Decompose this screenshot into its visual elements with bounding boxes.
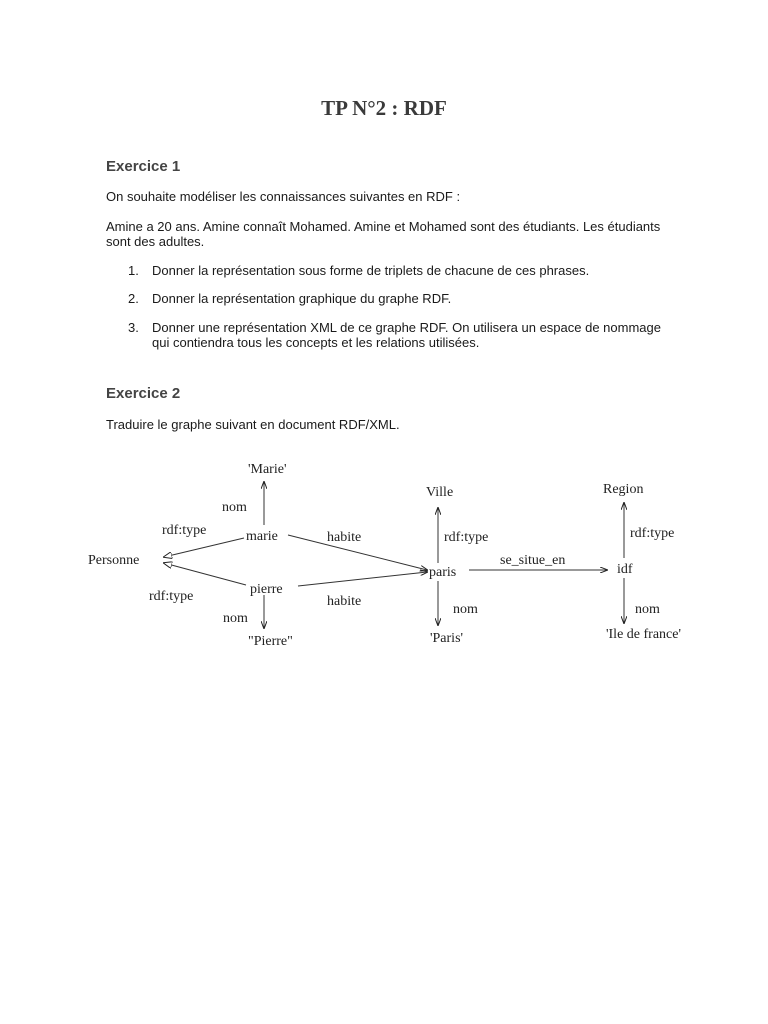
edge-label-nom: nom	[223, 611, 248, 626]
item-number: 3.	[128, 320, 139, 335]
rdf-graph-diagram	[0, 445, 768, 655]
node-pierre-literal: "Pierre"	[248, 634, 293, 649]
edge-label-rdf-type: rdf:type	[444, 530, 489, 545]
exercise-1-statement: Amine a 20 ans. Amine connaît Mohamed. Amine et Mohamed sont des étudiants. Les étudiants sont des adultes.	[106, 219, 661, 249]
edge-label-habite: habite	[327, 530, 362, 545]
edge-label-rdf-type: rdf:type	[630, 526, 675, 541]
item-text: Donner une représentation XML de ce graphe RDF. On utilisera un espace de nommage qui contiendra tous les concepts et les relations utilisées.	[152, 320, 661, 350]
edge-pierre-habite	[298, 572, 427, 586]
edge-label-habite: habite	[327, 594, 362, 609]
edge-marie-type	[164, 538, 244, 557]
node-personne: Personne	[88, 553, 140, 568]
node-paris-literal: 'Paris'	[430, 631, 464, 646]
node-idf: idf	[617, 562, 633, 577]
exercise-2-heading: Exercice 2	[106, 385, 181, 402]
item-number: 2.	[128, 291, 139, 306]
edge-label-rdf-type: rdf:type	[162, 523, 207, 538]
node-idf-literal: 'Ile de france'	[606, 627, 681, 642]
exercise-1-item	[128, 320, 668, 350]
edge-label-nom: nom	[453, 602, 478, 617]
edge-label-se-situe-en: se_situe_en	[500, 553, 566, 568]
exercise-2-intro: Traduire le graphe suivant en document RDF/XML.	[106, 417, 400, 432]
edge-pierre-type	[164, 563, 246, 585]
exercise-1-intro: On souhaite modéliser les connaissances suivantes en RDF :	[106, 189, 461, 204]
edge-label-nom: nom	[635, 602, 660, 617]
exercise-1-heading: Exercice 1	[106, 158, 181, 175]
node-marie: marie	[246, 529, 278, 544]
item-number: 1.	[128, 263, 139, 278]
node-paris: paris	[429, 565, 457, 580]
item-text: Donner la représentation sous forme de triplets de chacune de ces phrases.	[152, 263, 590, 278]
node-marie-literal: 'Marie'	[248, 462, 287, 477]
exercise-1-item	[128, 291, 668, 306]
item-text: Donner la représentation graphique du graphe RDF.	[152, 291, 452, 306]
edge-label-nom: nom	[222, 500, 247, 515]
edge-label-rdf-type: rdf:type	[149, 589, 194, 604]
exercise-1-item	[128, 263, 668, 278]
node-ville: Ville	[426, 485, 454, 500]
node-pierre: pierre	[250, 582, 283, 597]
page-title: TP N°2 : RDF	[321, 96, 447, 120]
node-region: Region	[603, 482, 644, 497]
